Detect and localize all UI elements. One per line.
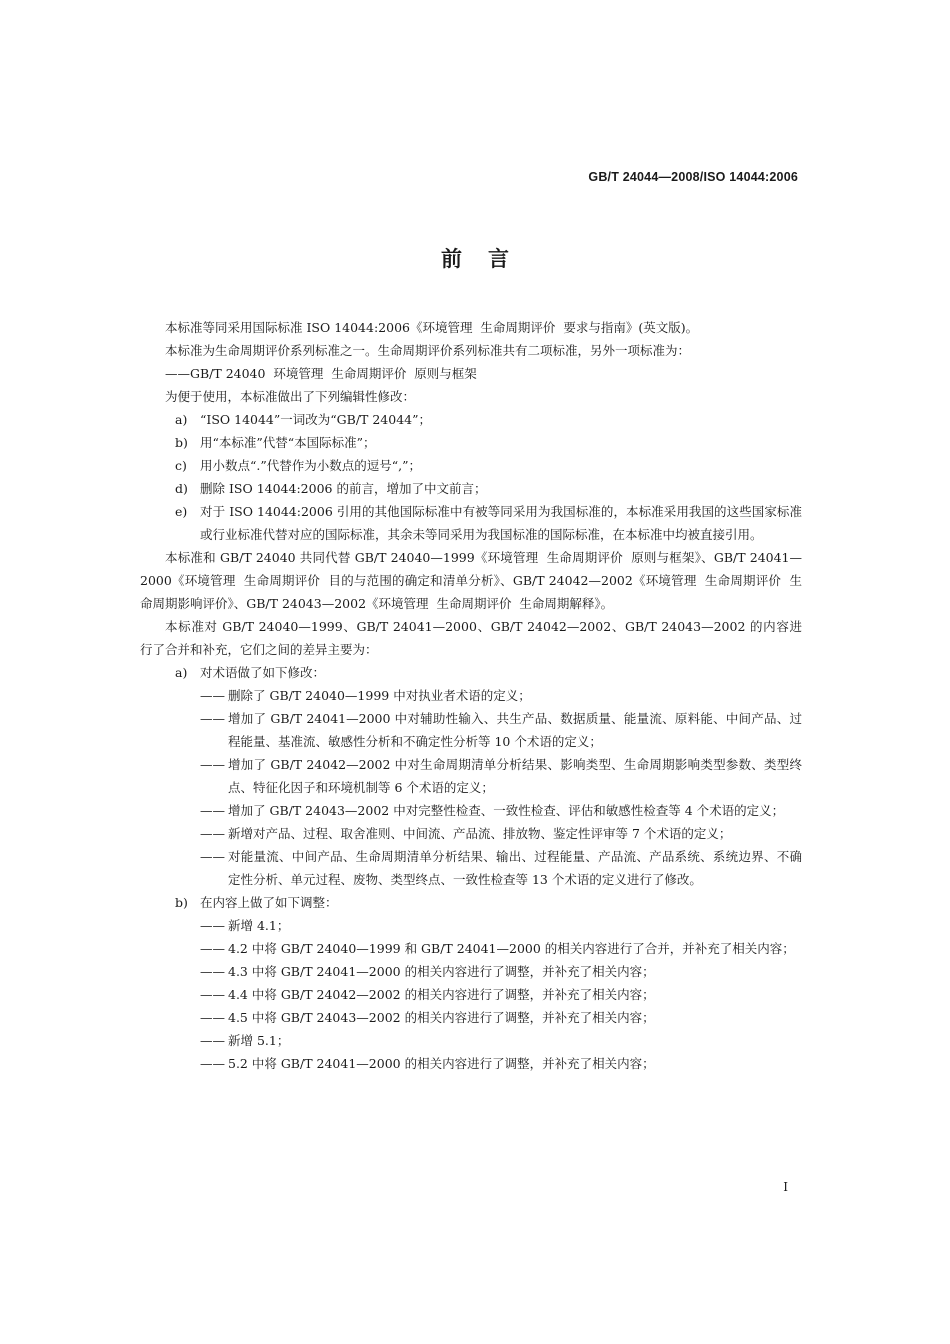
list-item	[140, 960, 802, 983]
list-item-text: 增加了 GB/T 24042—2002 中对生命周期清单分析结果、影响类型、生命周期影响类型参数、类型终点、特征化因子和环境机制等 6 个术语的定义；	[228, 757, 802, 795]
list-item	[140, 799, 802, 822]
list-item	[140, 431, 802, 454]
list-item-text: 新增 4.1；	[228, 918, 290, 933]
list-item-text: 新增 5.1；	[228, 1033, 290, 1048]
list-item-text: 在内容上做了如下调整：	[200, 895, 338, 910]
page-title: 前言	[441, 246, 535, 271]
dash-marker: ——	[200, 826, 225, 841]
list-marker: a)	[175, 412, 188, 427]
paragraph-differences-intro: 本标准对 GB/T 24040—1999、GB/T 24041—2000、GB/T 24042—2002、GB/T 24043—2002 的内容进行了合并和补充，它们之间的差异主要为：	[140, 619, 802, 657]
list-item	[140, 408, 802, 431]
foreword-body	[140, 316, 802, 1075]
dash-marker: ——	[200, 711, 225, 726]
dash-marker: ——	[200, 964, 225, 979]
list-item-text: 用“本标准”代替“本国际标准”；	[200, 435, 376, 450]
page-number: I	[783, 1180, 788, 1194]
list-item-text: “ISO 14044”一词改为“GB/T 24044”；	[200, 412, 432, 427]
dash-marker: ——	[200, 941, 225, 956]
list-item-text: 对术语做了如下修改：	[200, 665, 326, 680]
dash-marker: ——	[200, 688, 225, 703]
list-item-text: 删除 ISO 14044:2006 的前言，增加了中文前言；	[200, 481, 487, 496]
list-item	[140, 707, 802, 753]
list-item-text: 新增对产品、过程、取舍准则、中间流、产品流、排放物、鉴定性评审等 7 个术语的定义；	[228, 826, 732, 841]
list-marker: d)	[175, 481, 188, 496]
list-item	[140, 983, 802, 1006]
list-item-text: 删除了 GB/T 24040—1999 中对执业者术语的定义；	[228, 688, 531, 703]
list-item	[140, 1006, 802, 1029]
list-item	[140, 822, 802, 845]
list-item	[140, 845, 802, 891]
list-item	[140, 937, 802, 960]
list-item	[140, 454, 802, 477]
list-item	[140, 1052, 802, 1075]
list-item	[140, 684, 802, 707]
dash-marker: ——	[200, 1010, 225, 1025]
dash-marker: ——	[200, 1056, 225, 1071]
paragraph-adoption: 本标准等同采用国际标准 ISO 14044:2006《环境管理 生命周期评价 要求与指南》(英文版)。	[165, 320, 699, 335]
differences-content-heading	[140, 891, 802, 914]
list-item	[140, 477, 802, 500]
list-marker: c)	[175, 458, 187, 473]
paragraph-related-standard: ——GB/T 24040 环境管理 生命周期评价 原则与框架	[165, 366, 477, 381]
dash-marker: ——	[200, 918, 225, 933]
list-item-text: 4.4 中将 GB/T 24042—2002 的相关内容进行了调整，并补充了相关内容；	[228, 987, 655, 1002]
paragraph-replacement: 本标准和 GB/T 24040 共同代替 GB/T 24040—1999《环境管理 生命周期评价 原则与框架》、GB/T 24041—2000《环境管理 生命周期评价 目的与范围的确定和清单分析》、GB/T 24042—2002《环境管理 生命周期评价 生命周期影响评价》、GB/T 24043—2002《环境管理 生命周期评价 生命周期解释》。	[140, 550, 802, 611]
dash-marker: ——	[200, 849, 225, 864]
terms-changes-list	[140, 684, 802, 891]
dash-marker: ——	[200, 987, 225, 1002]
list-item-text: 4.2 中将 GB/T 24040—1999 和 GB/T 24041—2000 的相关内容进行了合并，并补充了相关内容；	[228, 941, 795, 956]
list-item-text: 增加了 GB/T 24041—2000 中对辅助性输入、共生产品、数据质量、能量流、原料能、中间产品、过程能量、基准流、敏感性分析和不确定性分析等 10 个术语的定义；	[228, 711, 802, 749]
list-item-text: 5.2 中将 GB/T 24041—2000 的相关内容进行了调整，并补充了相关内容；	[228, 1056, 655, 1071]
list-item-text: 4.3 中将 GB/T 24041—2000 的相关内容进行了调整，并补充了相关内容；	[228, 964, 655, 979]
list-marker: a)	[175, 665, 188, 680]
paragraph-series: 本标准为生命周期评价系列标准之一。生命周期评价系列标准共有二项标准，另外一项标准为：	[165, 343, 691, 358]
dash-marker: ——	[200, 1033, 225, 1048]
list-item-text: 4.5 中将 GB/T 24043—2002 的相关内容进行了调整，并补充了相关内容；	[228, 1010, 655, 1025]
list-item-text: 增加了 GB/T 24043—2002 中对完整性检查、一致性检查、评估和敏感性检查等 4 个术语的定义；	[228, 803, 785, 818]
dash-marker: ——	[200, 803, 225, 818]
list-marker: b)	[175, 895, 188, 910]
editorial-changes-list	[140, 408, 802, 546]
differences-terms-heading	[140, 661, 802, 684]
list-item	[140, 914, 802, 937]
dash-marker: ——	[200, 757, 225, 772]
list-marker: e)	[175, 504, 188, 519]
list-item-text: 对于 ISO 14044:2006 引用的其他国际标准中有被等同采用为我国标准的，本标准采用我国的这些国家标准或行业标准代替对应的国际标准，其余未等同采用为我国标准的国际标准，在本标准中均被直接引用。	[200, 504, 802, 542]
list-item-text: 对能量流、中间产品、生命周期清单分析结果、输出、过程能量、产品流、产品系统、系统边界、不确定性分析、单元过程、废物、类型终点、一致性检查等 13 个术语的定义进行了修改。	[228, 849, 802, 887]
paragraph-editorial-intro: 为便于使用，本标准做出了下列编辑性修改：	[165, 389, 416, 404]
list-item	[140, 500, 802, 546]
standard-code-header: GB/T 24044—2008/ISO 14044:2006	[588, 170, 798, 184]
list-item-text: 用小数点“.”代替作为小数点的逗号“,”；	[200, 458, 422, 473]
list-item	[140, 753, 802, 799]
content-changes-list	[140, 914, 802, 1075]
list-item	[140, 1029, 802, 1052]
list-marker: b)	[175, 435, 188, 450]
